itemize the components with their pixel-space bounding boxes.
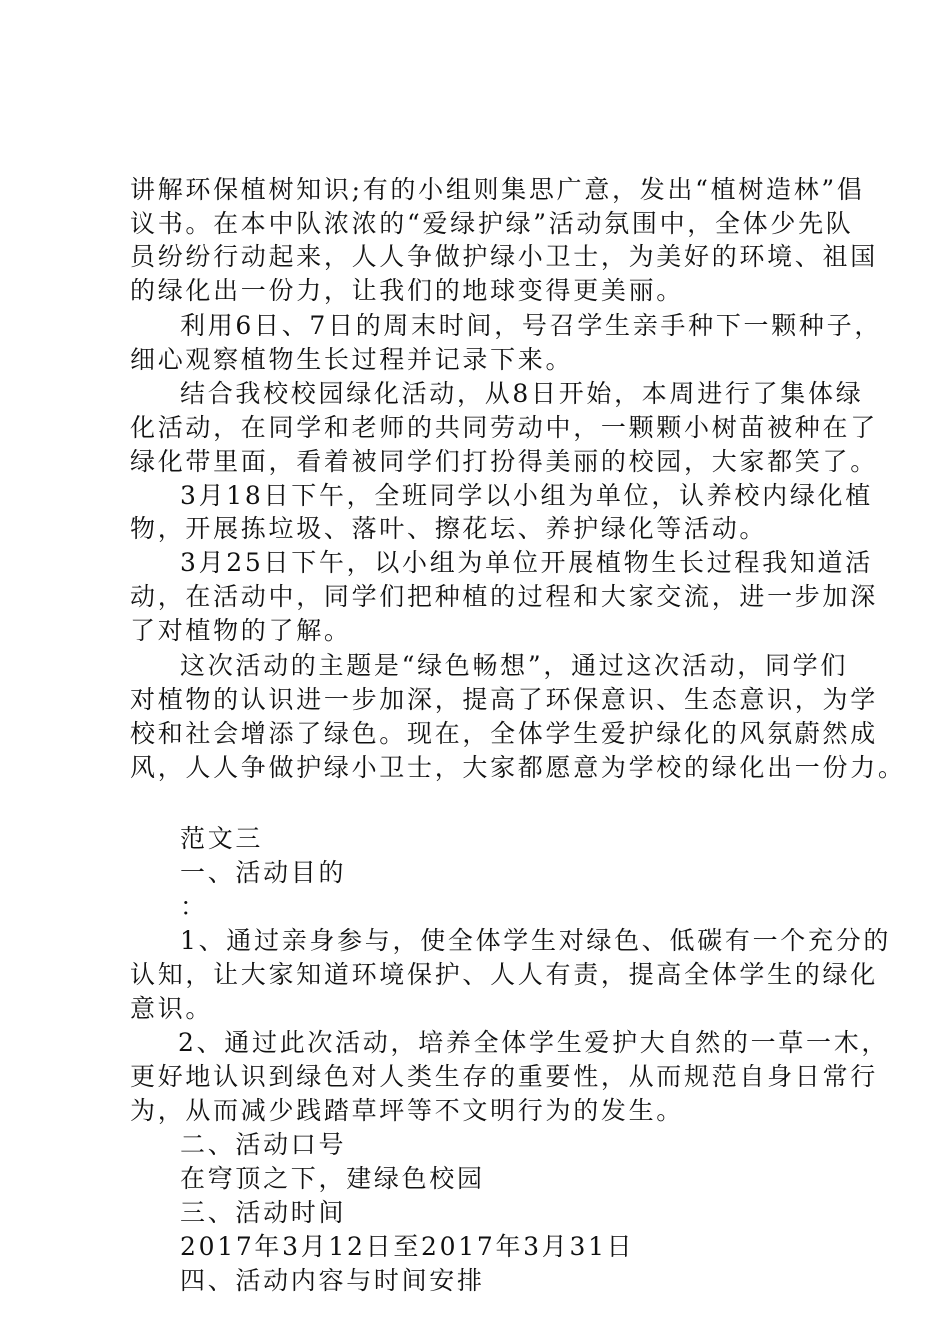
section-heading: 三、活动时间 [180, 1198, 347, 1227]
text-line: 更好地认识到绿色对人类生存的重要性，从而规范自身日常行 [130, 1062, 878, 1091]
text-line: 风，人人争做护绿小卫士，大家都愿意为学校的绿化出一份力。 [130, 753, 906, 782]
text-line: 2017年3月12日至2017年3月31日 [180, 1232, 635, 1261]
text-line: 结合我校校园绿化活动，从8日开始，本周进行了集体绿 [180, 379, 864, 408]
section-heading: 范文三 [180, 824, 264, 853]
text-line: ： [180, 892, 208, 921]
section-heading: 一、活动目的 [180, 858, 347, 887]
text-line: 在穹顶之下，建绿色校园 [180, 1164, 485, 1193]
section-heading: 二、活动口号 [180, 1130, 347, 1159]
text-line: 化活动，在同学和老师的共同劳动中，一颗颗小树苗被种在了 [130, 413, 878, 442]
text-line: 物，开展拣垃圾、落叶、擦花坛、养护绿化等活动。 [130, 514, 768, 543]
text-line: 1、通过亲身参与，使全体学生对绿色、低碳有一个充分的 [180, 926, 892, 955]
text-line: 意识。 [130, 994, 214, 1023]
text-line: 校和社会增添了绿色。现在，全体学生爱护绿化的风氛蔚然成 [130, 719, 878, 748]
text-line: 议书。在本中队浓浓的“爱绿护绿”活动氛围中，全体少先队 [130, 209, 854, 238]
text-line: 的绿化出一份力，让我们的地球变得更美丽。 [130, 276, 685, 305]
text-line: 对植物的认识进一步加深，提高了环保意识、生态意识，为学 [130, 685, 878, 714]
text-line: 3月18日下午，全班同学以小组为单位，认养校内绿化植 [180, 481, 873, 510]
text-line: 细心观察植物生长过程并记录下来。 [130, 345, 574, 374]
text-line: 认知，让大家知道环境保护、人人有责，提高全体学生的绿化 [130, 960, 878, 989]
text-line: 了对植物的了解。 [130, 616, 352, 645]
text-line: 3月25日下午，以小组为单位开展植物生长过程我知道活 [180, 548, 873, 577]
text-line: 2、通过此次活动，培养全体学生爱护大自然的一草一木， [178, 1028, 890, 1057]
section-heading: 四、活动内容与时间安排 [180, 1266, 485, 1295]
text-line: 员纷纷行动起来，人人争做护绿小卫士，为美好的环境、祖国 [130, 242, 878, 271]
text-line: 讲解环保植树知识;有的小组则集思广意，发出“植树造林”倡 [130, 175, 865, 204]
text-line: 这次活动的主题是“绿色畅想”，通过这次活动，同学们 [180, 651, 849, 680]
text-line: 为，从而减少践踏草坪等不文明行为的发生。 [130, 1096, 685, 1125]
text-line: 绿化带里面，看着被同学们打扮得美丽的校园，大家都笑了。 [130, 447, 878, 476]
text-line: 动，在活动中，同学们把种植的过程和大家交流，进一步加深 [130, 582, 878, 611]
text-line: 利用6日、7日的周末时间，号召学生亲手种下一颗种子， [180, 311, 883, 340]
